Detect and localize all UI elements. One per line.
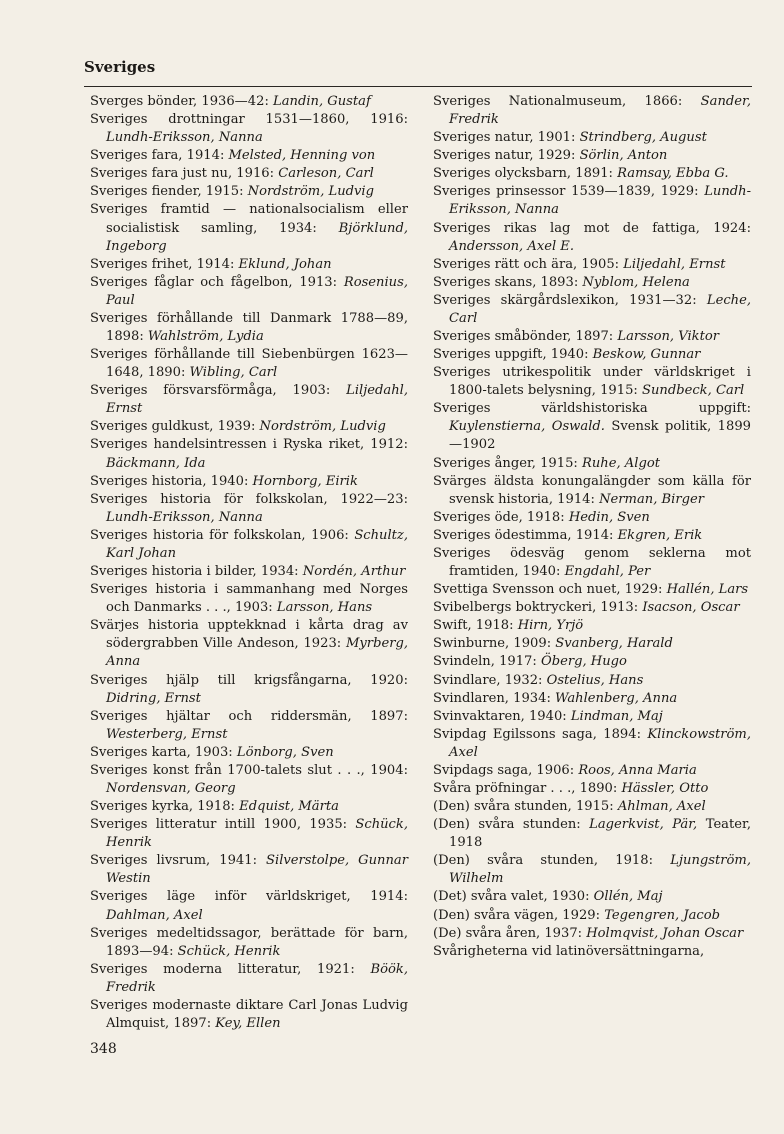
entry-author: Leche, Carl xyxy=(449,292,751,326)
entry-author: Lagerkvist, Pär, xyxy=(589,817,698,833)
entry-title: Sveriges guldkust, 1939: xyxy=(90,419,260,435)
index-entry xyxy=(433,165,751,183)
entry-author: Lindman, Maj xyxy=(570,708,663,724)
index-entry xyxy=(90,111,408,147)
left-column xyxy=(90,93,408,1033)
entry-author: Ollén, Maj xyxy=(593,889,663,905)
entry-author: Dahlman, Axel xyxy=(106,907,203,923)
index-entry xyxy=(433,147,751,165)
index-entry xyxy=(90,473,408,491)
entry-author: Lundh-Eriksson, Nanna xyxy=(106,130,263,146)
index-entry xyxy=(433,690,751,708)
entry-author: Böök, Fredrik xyxy=(106,961,408,995)
entry-title: Svindlare, 1932: xyxy=(433,672,547,688)
index-entry xyxy=(90,925,408,961)
index-entry xyxy=(433,726,751,762)
entry-title: Swift, 1918: xyxy=(433,618,518,634)
entry-author: Ekgren, Erik xyxy=(617,527,703,543)
entry-title: Swinburne, 1909: xyxy=(433,636,556,652)
entry-author: Silverstolpe, Gunnar Westin xyxy=(106,853,408,887)
entry-author: Wibling, Carl xyxy=(189,365,278,381)
index-entry xyxy=(90,527,408,563)
entry-author: Nordström, Ludvig xyxy=(259,419,386,435)
index-entry xyxy=(433,256,751,274)
entry-title: Sveriges frihet, 1914: xyxy=(90,256,239,272)
entry-author: Engdahl, Per xyxy=(564,564,651,580)
entry-author: Schück, Henrik xyxy=(106,817,408,851)
index-entry xyxy=(433,129,751,147)
entry-author: Beskow, Gunnar xyxy=(592,347,701,363)
index-entry xyxy=(433,635,751,653)
entry-author: Myrberg, Anna xyxy=(106,636,408,670)
index-entry xyxy=(433,943,751,961)
page-number: 348 xyxy=(90,1041,117,1057)
entry-title: Sveriges framtid — nationalsocialism eller socialistisk samling, 1934: xyxy=(90,202,408,236)
index-entry xyxy=(433,400,751,454)
entry-title: Svärjes historia upptekknad i kårta drag av södergrabben Ville Andeson, 1923: xyxy=(90,618,408,652)
entry-author: Ahlman, Axel xyxy=(617,799,706,815)
entry-author: Hässler, Otto xyxy=(621,780,709,796)
entry-author: Edquist, Märta xyxy=(239,799,339,815)
index-entry xyxy=(433,527,751,545)
index-entry xyxy=(90,852,408,888)
entry-author: Schultz, Karl Johan xyxy=(106,527,408,561)
entry-author: Eklund, Johan xyxy=(238,256,332,272)
index-entry xyxy=(433,907,751,925)
entry-author: Björklund, Ingeborg xyxy=(106,220,408,254)
index-entry xyxy=(433,292,751,328)
entry-title: Sveriges småbönder, 1897: xyxy=(433,329,618,345)
entry-title: Sveriges olycksbarn, 1891: xyxy=(433,166,618,182)
index-entry xyxy=(90,798,408,816)
index-entry xyxy=(433,274,751,292)
entry-author: Liljedahl, Ernst xyxy=(623,256,726,272)
entry-title: Sveriges historia för folkskolan, 1906: xyxy=(90,527,355,543)
index-entry xyxy=(433,346,751,364)
entry-title: Sveriges uppgift, 1940: xyxy=(433,347,593,363)
index-entry xyxy=(90,617,408,671)
header-rule xyxy=(84,86,752,87)
entry-title: Sveriges handelsintressen i Ryska riket, 1912: xyxy=(90,437,408,453)
index-entry xyxy=(433,93,751,129)
entry-title: Sveriges historia i sammanhang med Norges och Danmarks . . ., 1903: xyxy=(90,582,408,616)
entry-author: Öberg, Hugo xyxy=(540,654,627,670)
index-entry xyxy=(433,762,751,780)
entry-title: Sveriges livsrum, 1941: xyxy=(90,853,267,869)
index-entry xyxy=(90,165,408,183)
entry-title: Sveriges skärgårdslexikon, 1931—32: xyxy=(433,292,707,308)
index-entry xyxy=(433,328,751,346)
index-entry xyxy=(433,617,751,635)
index-entry xyxy=(433,798,751,816)
index-entry xyxy=(433,780,751,798)
entry-title: Sveriges kyrka, 1918: xyxy=(90,799,240,815)
entry-author: Rosenius, Paul xyxy=(106,274,408,308)
entry-title-continued: Svensk politik, 1899—1902 xyxy=(449,419,752,453)
entry-title: Svindlaren, 1934: xyxy=(433,690,556,706)
entry-author: Nordström, Ludvig xyxy=(247,184,374,200)
index-entry xyxy=(90,816,408,852)
entry-title: (Den) svåra stunden: xyxy=(433,817,590,833)
entry-author: Nordén, Arthur xyxy=(302,564,406,580)
index-entry xyxy=(433,852,751,888)
index-entry xyxy=(90,708,408,744)
entry-author: Westerberg, Ernst xyxy=(106,726,228,742)
entry-title: Sveriges rätt och ära, 1905: xyxy=(433,256,624,272)
index-entry xyxy=(90,310,408,346)
entry-title: Sveriges moderna litteratur, 1921: xyxy=(90,961,371,977)
entry-title: Sverges bönder, 1936—42: xyxy=(90,94,274,109)
entry-title: Sveriges rikas lag mot de fattiga, 1924: xyxy=(433,220,751,236)
entry-author: Lundh-Eriksson, Nanna xyxy=(449,184,751,218)
entry-author: Sörlin, Anton xyxy=(579,148,668,164)
index-entry xyxy=(90,418,408,436)
entry-author: Ruhe, Algot xyxy=(582,455,660,471)
entry-title: Svibelbergs boktryckeri, 1913: xyxy=(433,600,643,616)
entry-title: Sveriges natur, 1901: xyxy=(433,130,580,146)
index-entry xyxy=(90,436,408,472)
index-entry xyxy=(90,93,408,111)
index-entry xyxy=(90,274,408,310)
index-entry xyxy=(433,888,751,906)
entry-author: Ljungström, Wilhelm xyxy=(449,853,751,887)
entry-author: Wahlenberg, Anna xyxy=(555,690,678,706)
entry-title: Sveriges drottningar 1531—1860, 1916: xyxy=(90,112,408,128)
entry-title: (De) svåra åren, 1937: xyxy=(433,925,587,941)
index-entry xyxy=(433,708,751,726)
entry-author: Roos, Anna Maria xyxy=(578,762,697,778)
index-entry xyxy=(433,545,751,581)
entry-author: Ramsay, Ebba G. xyxy=(617,166,729,182)
index-entry xyxy=(90,762,408,798)
entry-title-continued: Teater, 1918 xyxy=(449,817,751,851)
entry-title: Sveriges Nationalmuseum, 1866: xyxy=(433,94,701,109)
index-entry xyxy=(433,672,751,690)
entry-title: Sveriges konst från 1700-talets slut . . ., 1904: xyxy=(90,762,408,778)
entry-title: Sveriges modernaste diktare Carl Jonas Ludvig Almquist, 1897: xyxy=(90,997,408,1031)
index-entry xyxy=(433,455,751,473)
entry-title: (Det) svåra valet, 1930: xyxy=(433,889,594,905)
index-entry xyxy=(90,201,408,255)
entry-author: Bäckmann, Ida xyxy=(106,455,206,471)
entry-title: Sveriges ödesväg genom seklerna mot framtiden, 1940: xyxy=(433,545,751,580)
index-entry xyxy=(433,925,751,943)
entry-title: Sveriges läge inför världskriget, 1914: xyxy=(90,889,408,905)
entry-title: Svipdag Egilssons saga, 1894: xyxy=(433,726,648,742)
index-entry xyxy=(90,382,408,418)
entry-title: Svindeln, 1917: xyxy=(433,654,541,670)
entry-author: Landin, Gustaf xyxy=(273,94,371,109)
entry-author: Strindberg, August xyxy=(579,130,707,146)
entry-title: Sveriges världshistoriska uppgift: xyxy=(433,401,751,417)
index-entry xyxy=(90,563,408,581)
entry-title: Sveriges ånger, 1915: xyxy=(433,455,582,471)
index-entry xyxy=(90,183,408,201)
entry-title: Svettiga Svensson och nuet, 1929: xyxy=(433,582,667,598)
entry-author: Sander, Fredrik xyxy=(449,94,751,128)
entry-title: Sveriges ödestimma, 1914: xyxy=(433,527,618,543)
entry-author: Nordensvan, Georg xyxy=(106,780,236,796)
entry-author: Klinckowström, Axel xyxy=(449,726,751,760)
entry-title: Svårigheterna vid latinöversättningarna, xyxy=(433,943,705,959)
entry-title: Sveriges hjältar och riddersmän, 1897: xyxy=(90,708,408,724)
index-entry xyxy=(90,744,408,762)
index-entry xyxy=(433,599,751,617)
entry-title: Sveriges medeltidssagor, berättade för barn, 1893—94: xyxy=(90,925,408,959)
entry-author: Kuylenstierna, Oswald. xyxy=(449,419,605,435)
entry-author: Sundbeck, Carl xyxy=(642,383,745,399)
entry-title: Sveriges litteratur intill 1900, 1935: xyxy=(90,817,356,833)
entry-author: Ostelius, Hans xyxy=(546,672,644,688)
entry-title: Sveriges förhållande till Danmark 1788—89, 1898: xyxy=(90,310,408,345)
index-entry xyxy=(433,581,751,599)
index-entry xyxy=(90,672,408,708)
entry-title: Sveriges förhållande till Siebenbürgen 1623—1648, 1890: xyxy=(90,347,408,381)
entry-author: Hallén, Lars xyxy=(666,582,749,598)
entry-author: Hedin, Sven xyxy=(568,509,650,525)
entry-title: Svåra pröfningar . . ., 1890: xyxy=(433,780,622,796)
index-entry xyxy=(433,183,751,219)
entry-author: Tegengren, Jacob xyxy=(604,907,721,923)
entry-title: Svinvaktaren, 1940: xyxy=(433,708,571,724)
entry-author: Hirn, Yrjö xyxy=(517,618,584,634)
entry-author: Schück, Henrik xyxy=(177,943,281,959)
entry-title: Sveriges skans, 1893: xyxy=(433,274,583,290)
entry-title: Sveriges fåglar och fågelbon, 1913: xyxy=(90,274,344,290)
index-entry xyxy=(90,961,408,997)
entry-title: Sveriges försvarsförmåga, 1903: xyxy=(90,383,347,399)
index-entry xyxy=(433,220,751,256)
index-entry xyxy=(90,346,408,382)
entry-title: Sveriges fara, 1914: xyxy=(90,148,229,164)
page-header-title: Sveriges xyxy=(84,58,156,76)
entry-author: Liljedahl, Ernst xyxy=(106,383,408,417)
index-entry xyxy=(90,491,408,527)
index-entry xyxy=(433,816,751,852)
entry-title: Sveriges karta, 1903: xyxy=(90,744,237,760)
entry-author: Larsson, Hans xyxy=(276,600,373,616)
entry-author: Wahlström, Lydia xyxy=(147,329,264,345)
entry-author: Holmqvist, Johan Oscar xyxy=(586,925,744,941)
entry-title: (Den) svåra stunden, 1918: xyxy=(433,853,671,869)
index-entry xyxy=(433,653,751,671)
index-entry xyxy=(90,256,408,274)
entry-title: Sveriges fara just nu, 1916: xyxy=(90,166,279,182)
index-entry xyxy=(90,581,408,617)
entry-author: Nerman, Birger xyxy=(599,491,704,507)
entry-author: Didring, Ernst xyxy=(106,690,201,706)
entry-author: Isacson, Oscar xyxy=(642,600,740,616)
entry-author: Key, Ellen xyxy=(215,1015,281,1031)
entry-title: Sveriges natur, 1929: xyxy=(433,148,580,164)
entry-author: Lönborg, Sven xyxy=(236,744,334,760)
entry-title: Sveriges historia för folkskolan, 1922—23: xyxy=(90,491,408,507)
entry-title: Sveriges historia, 1940: xyxy=(90,473,253,489)
index-entry xyxy=(90,997,408,1033)
entry-author: Nyblom, Helena xyxy=(582,274,690,290)
entry-title: Sveriges prinsessor 1539—1839, 1929: xyxy=(433,184,705,200)
entry-title: Svärges äldsta konungalängder som källa för svensk historia, 1914: xyxy=(433,473,751,507)
right-column xyxy=(433,93,751,961)
entry-title: Sveriges fiender, 1915: xyxy=(90,184,248,200)
index-entry xyxy=(90,147,408,165)
entry-author: Andersson, Axel E. xyxy=(449,238,575,254)
entry-author: Melsted, Henning von xyxy=(228,148,376,164)
entry-author: Lundh-Eriksson, Nanna xyxy=(106,509,263,525)
entry-title: Sveriges hjälp till krigsfångarna, 1920: xyxy=(90,672,408,688)
entry-author: Larsson, Viktor xyxy=(617,329,719,345)
index-entry xyxy=(433,364,751,400)
entry-author: Carleson, Carl xyxy=(278,166,374,182)
entry-title: Svipdags saga, 1906: xyxy=(433,762,579,778)
entry-author: Svanberg, Harald xyxy=(555,636,673,652)
entry-title: Sveriges historia i bilder, 1934: xyxy=(90,564,303,580)
entry-title: Sveriges öde, 1918: xyxy=(433,509,569,525)
index-entry xyxy=(90,888,408,924)
entry-title: (Den) svåra vägen, 1929: xyxy=(433,907,605,923)
index-entry xyxy=(433,509,751,527)
entry-title: Sveriges utrikespolitik under världskriget i 1800-talets belysning, 1915: xyxy=(433,365,751,399)
entry-title: (Den) svåra stunden, 1915: xyxy=(433,799,618,815)
index-entry xyxy=(433,473,751,509)
entry-author: Hornborg, Eirik xyxy=(252,473,358,489)
